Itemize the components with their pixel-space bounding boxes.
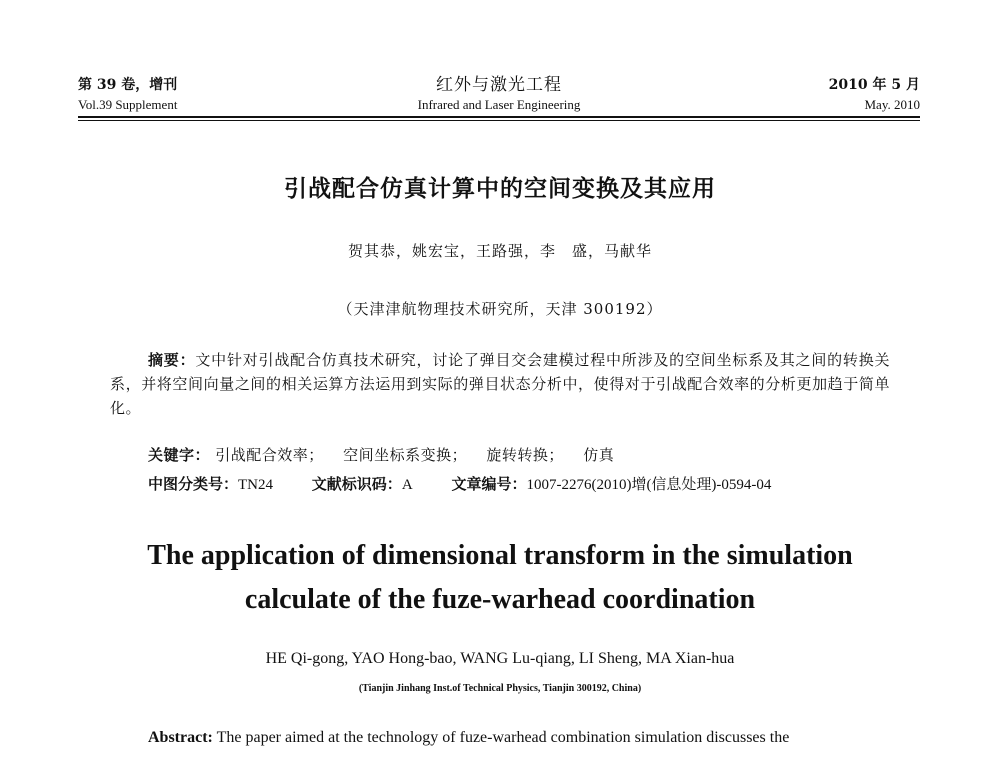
clc-label: 中图分类号：: [148, 475, 239, 493]
abstract-en-label: Abstract:: [148, 729, 213, 746]
keyword-item: 空间坐标系变换；: [343, 446, 468, 464]
abstract-zh: [110, 348, 890, 420]
keyword-item: 旋转转换；: [486, 446, 564, 464]
abstract-en-text: The paper aimed at the technology of fuze-warhead combination simulation discusses the: [216, 729, 790, 746]
header-center: [78, 74, 920, 114]
header-right: [829, 74, 920, 114]
article-number-label: 文章编号：: [451, 475, 527, 493]
abstract-zh-label: 摘要：: [148, 351, 196, 369]
running-header: [78, 74, 920, 120]
keyword-item: 仿真: [583, 446, 615, 464]
paper-title-en: [0, 534, 1000, 622]
date-zh: 2010 年 5 月: [828, 77, 920, 93]
authors-zh: 贺其恭，姚宏宝，王路强，李 盛，马献华: [347, 242, 652, 260]
clc-value: TN24: [238, 477, 274, 493]
paper-title-zh: 引战配合仿真计算中的空间变换及其应用: [284, 176, 716, 202]
affiliation-en: (Tianjin Jinhang Inst.of Technical Physics, Tianjin 300192, China): [358, 683, 642, 694]
volume-zh: 第 39 卷，增刊: [78, 77, 178, 93]
doc-code-value: A: [401, 477, 413, 493]
keyword-item: 引战配合效率；: [215, 446, 324, 464]
classification-line: [148, 473, 805, 494]
date-en: May. 2010: [864, 97, 920, 112]
abstract-zh-text: 文中针对引战配合仿真技术研究，讨论了弹目交会建模过程中所涉及的空间坐标系及其之间的转换关系，并将空间向量之间的相关运算方法运用到实际的弹目状态分析中，使得对于引战配合效率的分析更加趋于简单化。: [110, 351, 890, 417]
abstract-en: [148, 729, 908, 747]
authors-en: HE Qi-gong, YAO Hong-bao, WANG Lu-qiang, LI Sheng, MA Xian-hua: [265, 650, 735, 667]
article-number-value: 1007-2276(2010)增(信息处理)-0594-04: [526, 477, 772, 493]
journal-name-zh: 红外与激光工程: [436, 75, 562, 95]
keywords-zh: [148, 444, 628, 465]
doc-code-label: 文献标识码：: [311, 475, 402, 493]
keywords-zh-label: 关键字：: [148, 446, 211, 464]
header-rule-thick: [78, 116, 920, 118]
header-rule-thin: [78, 120, 920, 121]
journal-name-en: Infrared and Laser Engineering: [417, 97, 581, 112]
affiliation-zh: （天津津航物理技术研究所，天津 300192）: [337, 300, 663, 318]
title-en-line-2: calculate of the fuze-warhead coordination: [244, 584, 756, 615]
title-en-line-1: The application of dimensional transform in the simulation: [147, 540, 853, 571]
volume-en: Vol.39 Supplement: [78, 97, 178, 112]
